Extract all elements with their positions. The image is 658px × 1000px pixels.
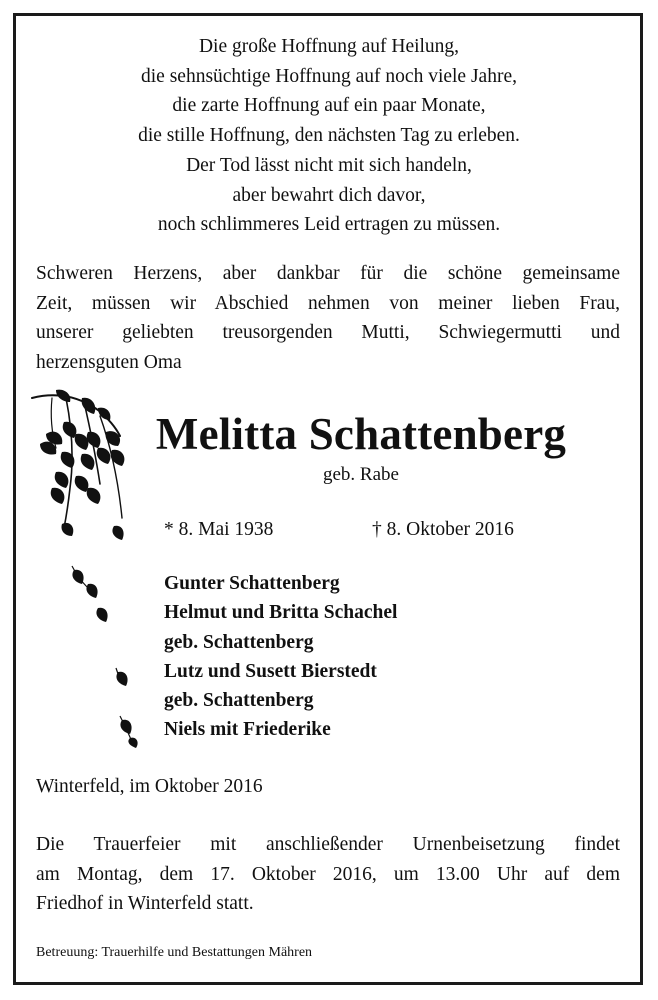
intro-line: Zeit, müssen wir Abschied nehmen von meiner lieben Frau,: [36, 292, 620, 314]
death-date: † 8. Oktober 2016: [372, 519, 514, 540]
maiden-name: geb. Rabe: [323, 464, 399, 485]
survivor-line: Niels mit Friederike: [164, 719, 331, 741]
poem-line: Die große Hoffnung auf Heilung,: [198, 36, 460, 57]
poem-line: die stille Hoffnung, den nächsten Tag zu erleben.: [138, 125, 520, 147]
place-date: Winterfeld, im Oktober 2016: [36, 776, 263, 797]
poem-line: noch schlimmeres Leid ertragen zu müssen.: [157, 214, 501, 236]
funeral-line: Friedhof in Winterfeld statt.: [36, 893, 254, 914]
poem-line: die sehnsüchtige Hoffnung auf noch viele Jahre,: [141, 65, 517, 87]
funeral-line: Die Trauerfeier mit anschließender Urnenbeisetzung findet: [36, 834, 620, 855]
survivors-list: [164, 569, 397, 745]
poem-line: aber bewahrt dich davor,: [232, 184, 426, 206]
intro-line: Schweren Herzens, aber dankbar für die schöne gemeinsame: [36, 263, 620, 284]
survivor-line: geb. Schattenberg: [164, 631, 314, 653]
survivor-line: geb. Schattenberg: [164, 690, 314, 712]
birth-date: * 8. Mai 1938: [164, 519, 274, 540]
survivor-line: Lutz und Susett Bierstedt: [164, 660, 377, 682]
survivor-line: Gunter Schattenberg: [164, 573, 340, 594]
intro-line: herzensguten Oma: [36, 351, 182, 373]
funeral-line: am Montag, dem 17. Oktober 2016, um 13.00 Uhr auf dem: [36, 863, 620, 885]
funeral-info: [36, 830, 620, 919]
poem-line: Der Tod lässt nicht mit sich handeln,: [186, 154, 472, 176]
deceased-name: Melitta Schattenberg: [155, 409, 567, 459]
poem-line: die zarte Hoffnung auf ein paar Monate,: [172, 95, 486, 117]
poem: [16, 32, 642, 240]
survivor-line: Helmut und Britta Schachel: [164, 602, 398, 624]
intro-line: unserer geliebten treusorgenden Mutti, Schwiegermutti und: [36, 322, 620, 343]
intro-text: [36, 259, 620, 377]
care-note: Betreuung: Trauerhilfe und Bestattungen Mähren: [36, 945, 313, 960]
